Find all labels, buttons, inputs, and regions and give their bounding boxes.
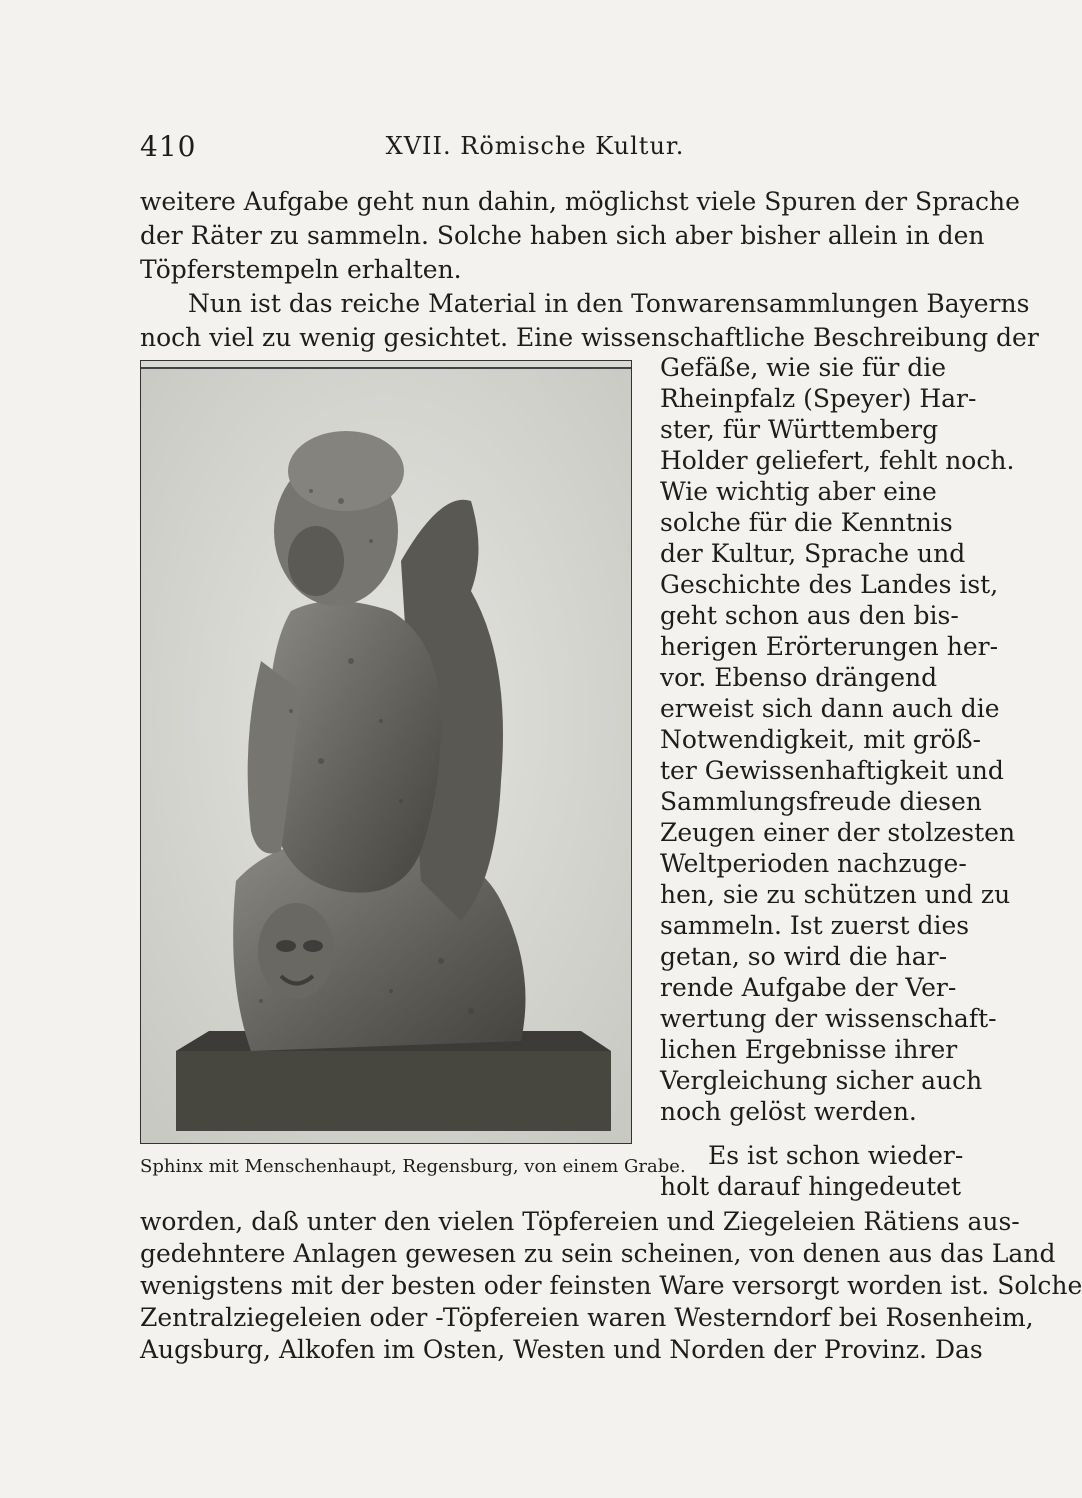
text-line: Gefäße, wie sie für die — [660, 353, 947, 382]
text-line: wenigstens mit der besten oder feinsten Ware versorgt worden ist. Solche — [140, 1271, 1082, 1300]
text-line: noch viel zu wenig gesichtet. Eine wissenschaftliche Beschreibung der — [140, 323, 1039, 352]
text-line: sammeln. Ist zuerst dies — [660, 911, 970, 940]
text-line: Augsburg, Alkofen im Osten, Westen und Norden der Provinz. Das — [140, 1335, 983, 1364]
text-line: Geschichte des Landes ist, — [660, 570, 999, 599]
text-line: holt darauf hingedeutet — [660, 1172, 961, 1201]
text-line: worden, daß unter den vielen Töpfereien und Ziegeleien Rätiens aus- — [140, 1207, 1020, 1236]
text-line: lichen Ergebnisse ihrer — [660, 1035, 958, 1064]
text-line: Zentralziegeleien oder -Töpfereien waren Westerndorf bei Rosenheim, — [140, 1303, 1034, 1332]
text-line: hen, sie zu schützen und zu — [660, 880, 1011, 909]
text-line: Zeugen einer der stolzesten — [660, 818, 1016, 847]
running-head: XVII. Römische Kultur. — [385, 132, 685, 160]
sphinx-photograph — [140, 360, 632, 1144]
text-line: der Kultur, Sprache und — [660, 539, 966, 568]
text-line: Holder geliefert, fehlt noch. — [660, 446, 1015, 475]
text-line: solche für die Kenntnis — [660, 508, 953, 537]
figure-caption: Sphinx mit Menschenhaupt, Regensburg, von einem Grabe. — [140, 1156, 686, 1177]
text-line: Notwendigkeit, mit größ- — [660, 725, 981, 754]
text-line: der Räter zu sammeln. Solche haben sich aber bisher allein in den — [140, 221, 985, 250]
text-line: Rheinpfalz (Speyer) Har- — [660, 384, 977, 413]
text-line: erweist sich dann auch die — [660, 694, 1000, 723]
text-line: vor. Ebenso drängend — [660, 663, 938, 692]
text-line: Weltperioden nachzuge- — [660, 849, 967, 878]
text-line: ster, für Württemberg — [660, 415, 939, 444]
text-line: geht schon aus den bis- — [660, 601, 959, 630]
page-header — [140, 130, 930, 170]
text-line: Vergleichung sicher auch — [660, 1066, 983, 1095]
text-line: Sammlungsfreude diesen — [660, 787, 982, 816]
text-line: Nun ist das reiche Material in den Tonwarensammlungen Bayerns — [188, 289, 1030, 318]
text-line: getan, so wird die har- — [660, 942, 948, 971]
page-number: 410 — [140, 130, 197, 163]
text-line: wertung der wissenschaft- — [660, 1004, 997, 1033]
text-line: Wie wichtig aber eine — [660, 477, 937, 506]
sphinx-image — [141, 361, 631, 1143]
text-line: Es ist schon wieder- — [708, 1141, 964, 1170]
text-line: herigen Erörterungen her- — [660, 632, 999, 661]
text-line: ter Gewissenhaftigkeit und — [660, 756, 1004, 785]
text-line: weitere Aufgabe geht nun dahin, möglichst viele Spuren der Sprache — [140, 187, 1020, 216]
text-line: Töpferstempeln erhalten. — [140, 255, 462, 284]
text-line: gedehntere Anlagen gewesen zu sein scheinen, von denen aus das Land — [140, 1239, 1056, 1268]
text-line: noch gelöst werden. — [660, 1097, 917, 1126]
text-line: rende Aufgabe der Ver- — [660, 973, 957, 1002]
